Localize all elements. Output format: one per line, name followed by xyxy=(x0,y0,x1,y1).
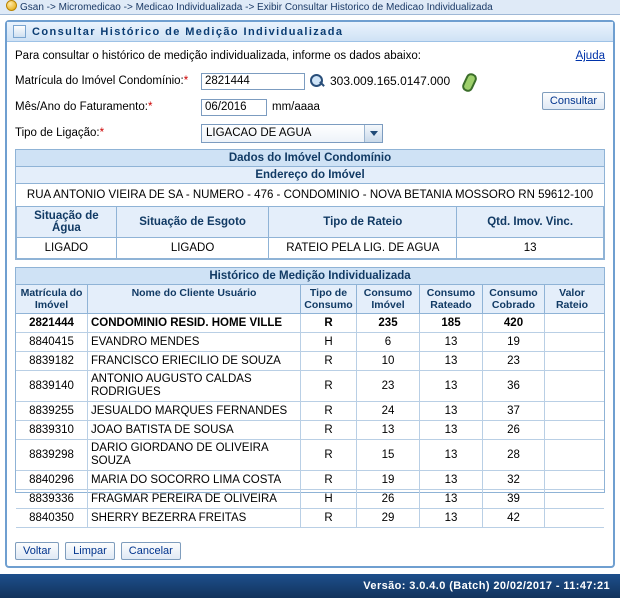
cell-tipo: H xyxy=(301,333,357,351)
cell-valor xyxy=(545,421,599,439)
tipo-ligacao-value: LIGACAO DE AGUA xyxy=(206,127,312,139)
mesano-hint: mm/aaaa xyxy=(272,101,320,113)
cell-nome: JOAO BATISTA DE SOUSA xyxy=(88,421,301,439)
cell-rateado: 13 xyxy=(420,440,483,470)
chevron-down-icon[interactable] xyxy=(364,125,382,142)
cell-matricula: 2821444 xyxy=(16,314,88,332)
val-tipo-rateio: RATEIO PELA LIG. DE AGUA xyxy=(269,238,457,259)
cell-matricula: 8839298 xyxy=(16,440,88,470)
cell-rateado: 13 xyxy=(420,421,483,439)
intro-row xyxy=(15,50,605,62)
cell-tipo: R xyxy=(301,371,357,401)
cell-rateado: 13 xyxy=(420,333,483,351)
cell-cobrado: 37 xyxy=(483,402,545,420)
col-valor-rateio: Valor Rateio xyxy=(555,287,589,311)
cell-matricula: 8839336 xyxy=(16,490,88,508)
footer-buttons xyxy=(15,542,181,560)
cell-valor xyxy=(545,490,599,508)
table-row[interactable] xyxy=(16,371,604,402)
cell-matricula: 8839255 xyxy=(16,402,88,420)
cell-nome: MARIA DO SOCORRO LIMA COSTA xyxy=(88,471,301,489)
window-titlebar xyxy=(7,22,613,42)
col-consumo-imovel: Consumo Imóvel xyxy=(357,285,420,313)
magnifier-icon[interactable] xyxy=(308,72,326,90)
cell-valor xyxy=(545,314,599,332)
paperclip-icon[interactable] xyxy=(458,71,478,91)
help-link[interactable]: Ajuda xyxy=(575,50,605,62)
col-matricula-imovel: Matrícula do Imóvel xyxy=(16,285,88,313)
cell-tipo: H xyxy=(301,490,357,508)
table-row[interactable] xyxy=(16,421,604,440)
cell-imovel: 235 xyxy=(357,314,420,332)
cell-rateado: 13 xyxy=(420,490,483,508)
required-marker: * xyxy=(99,127,105,139)
val-qtd-imov-vinc: 13 xyxy=(457,238,604,259)
cell-matricula: 8840296 xyxy=(16,471,88,489)
imovel-grid xyxy=(16,207,604,259)
cell-rateado: 185 xyxy=(420,314,483,332)
col-qtd-imov-vinc: Qtd. Imov. Vinc. xyxy=(457,207,604,238)
cell-valor xyxy=(545,509,599,527)
cell-nome: SHERRY BEZERRA FREITAS xyxy=(88,509,301,527)
imovel-panel xyxy=(15,149,605,260)
cell-imovel: 6 xyxy=(357,333,420,351)
cell-cobrado: 39 xyxy=(483,490,545,508)
required-marker: * xyxy=(147,101,153,113)
table-row[interactable] xyxy=(16,490,604,509)
cell-valor xyxy=(545,471,599,489)
cell-tipo: R xyxy=(301,509,357,527)
cell-tipo: R xyxy=(301,440,357,470)
cell-tipo: R xyxy=(301,421,357,439)
table-row[interactable] xyxy=(16,314,604,333)
consultar-button[interactable]: Consultar xyxy=(542,92,605,110)
col-situacao-esgoto: Situação de Esgoto xyxy=(116,207,269,238)
cell-imovel: 15 xyxy=(357,440,420,470)
cell-matricula: 8839140 xyxy=(16,371,88,401)
globe-icon xyxy=(6,0,17,11)
col-tipo-consumo: Tipo de Consumo xyxy=(301,285,357,313)
cell-cobrado: 42 xyxy=(483,509,545,527)
imovel-identificacao-text: 303.009.165.0147.000 xyxy=(330,74,451,88)
cell-cobrado: 420 xyxy=(483,314,545,332)
cell-imovel: 23 xyxy=(357,371,420,401)
cell-cobrado: 32 xyxy=(483,471,545,489)
cell-rateado: 13 xyxy=(420,371,483,401)
cell-valor xyxy=(545,402,599,420)
cell-rateado: 13 xyxy=(420,509,483,527)
cell-valor xyxy=(545,333,599,351)
cell-imovel: 26 xyxy=(357,490,420,508)
table-row xyxy=(17,238,604,259)
val-situacao-agua: LIGADO xyxy=(17,238,117,259)
table-row[interactable] xyxy=(16,440,604,471)
table-row[interactable] xyxy=(16,402,604,421)
col-consumo-cobrado: Consumo Cobrado xyxy=(483,285,545,313)
cell-nome: JESUALDO MARQUES FERNANDES xyxy=(88,402,301,420)
voltar-button[interactable]: Voltar xyxy=(15,542,59,560)
cell-imovel: 24 xyxy=(357,402,420,420)
imovel-panel-title: Dados do Imóvel Condomínio xyxy=(16,150,604,167)
breadcrumb-text: Gsan -> Micromedicao -> Medicao Individualizada -> Exibir Consultar Historico de Medicao Individualizada xyxy=(20,2,493,13)
mesano-input[interactable] xyxy=(201,99,267,116)
cell-tipo: R xyxy=(301,352,357,370)
cancelar-button[interactable]: Cancelar xyxy=(121,542,181,560)
cell-imovel: 29 xyxy=(357,509,420,527)
table-row[interactable] xyxy=(16,352,604,371)
tipo-ligacao-row xyxy=(15,123,605,143)
matricula-input[interactable] xyxy=(201,73,305,90)
version-text: Versão: 3.0.4.0 (Batch) 20/02/2017 - 11:47:21 xyxy=(363,580,610,592)
val-situacao-esgoto: LIGADO xyxy=(116,238,269,259)
matricula-label: Matrícula do Imóvel Condomínio:* xyxy=(15,75,189,87)
cell-cobrado: 36 xyxy=(483,371,545,401)
cell-imovel: 13 xyxy=(357,421,420,439)
window-content xyxy=(7,42,613,566)
cell-valor xyxy=(545,440,599,470)
page-title: Consultar Histórico de Medição Individualizada xyxy=(32,25,344,38)
matricula-row xyxy=(15,71,605,91)
cell-rateado: 13 xyxy=(420,402,483,420)
main-window xyxy=(5,20,615,568)
historico-header-row xyxy=(16,285,604,314)
cell-imovel: 19 xyxy=(357,471,420,489)
cell-matricula: 8840415 xyxy=(16,333,88,351)
cell-tipo: R xyxy=(301,314,357,332)
cell-matricula: 8840350 xyxy=(16,509,88,527)
col-consumo-rateado: Consumo Rateado xyxy=(420,285,483,313)
cell-nome: DARIO GIORDANO DE OLIVEIRA SOUZA xyxy=(88,440,301,470)
table-row[interactable] xyxy=(16,471,604,490)
historico-rows-container[interactable] xyxy=(16,314,604,524)
endereco-value: RUA ANTONIO VIEIRA DE SA - NUMERO - 476 - CONDOMINIO - NOVA BETANIA MOSSORO RN 59612-100 xyxy=(16,184,604,207)
tipo-ligacao-select[interactable] xyxy=(201,124,383,143)
cell-nome: FRANCISCO ERIECILIO DE SOUZA xyxy=(88,352,301,370)
cell-tipo: R xyxy=(301,471,357,489)
intro-text: Para consultar o histórico de medição individualizada, informe os dados abaixo: xyxy=(15,50,421,62)
cell-nome: FRAGMAR PEREIRA DE OLIVEIRA xyxy=(88,490,301,508)
cell-matricula: 8839310 xyxy=(16,421,88,439)
table-row[interactable] xyxy=(16,333,604,352)
mesano-row xyxy=(15,97,605,117)
cell-nome: EVANDRO MENDES xyxy=(88,333,301,351)
cell-valor xyxy=(545,371,599,401)
breadcrumb xyxy=(0,0,620,15)
cell-nome: CONDOMINIO RESID. HOME VILLE xyxy=(88,314,301,332)
cell-matricula: 8839182 xyxy=(16,352,88,370)
cell-rateado: 13 xyxy=(420,352,483,370)
cell-rateado: 13 xyxy=(420,471,483,489)
cell-tipo: R xyxy=(301,402,357,420)
tipo-ligacao-label: Tipo de Ligação:* xyxy=(15,127,105,139)
cell-nome: ANTONIO AUGUSTO CALDAS RODRIGUES xyxy=(88,371,301,401)
table-header-row xyxy=(17,207,604,238)
cell-cobrado: 23 xyxy=(483,352,545,370)
cell-imovel: 10 xyxy=(357,352,420,370)
historico-title: Histórico de Medição Individualizada xyxy=(16,268,604,285)
limpar-button[interactable]: Limpar xyxy=(65,542,115,560)
col-situacao-agua: Situação de Água xyxy=(17,207,117,238)
cell-cobrado: 28 xyxy=(483,440,545,470)
col-nome-cliente: Nome do Cliente Usuário xyxy=(88,285,301,313)
cell-cobrado: 26 xyxy=(483,421,545,439)
status-bar xyxy=(0,574,620,598)
endereco-title: Endereço do Imóvel xyxy=(16,167,604,184)
window-icon xyxy=(13,25,26,38)
cell-cobrado: 19 xyxy=(483,333,545,351)
table-row[interactable] xyxy=(16,509,604,528)
required-marker: * xyxy=(183,75,189,87)
historico-panel xyxy=(15,267,605,524)
col-tipo-rateio: Tipo de Rateio xyxy=(269,207,457,238)
cell-valor xyxy=(545,352,599,370)
mesano-label: Mês/Ano do Faturamento:* xyxy=(15,101,153,113)
